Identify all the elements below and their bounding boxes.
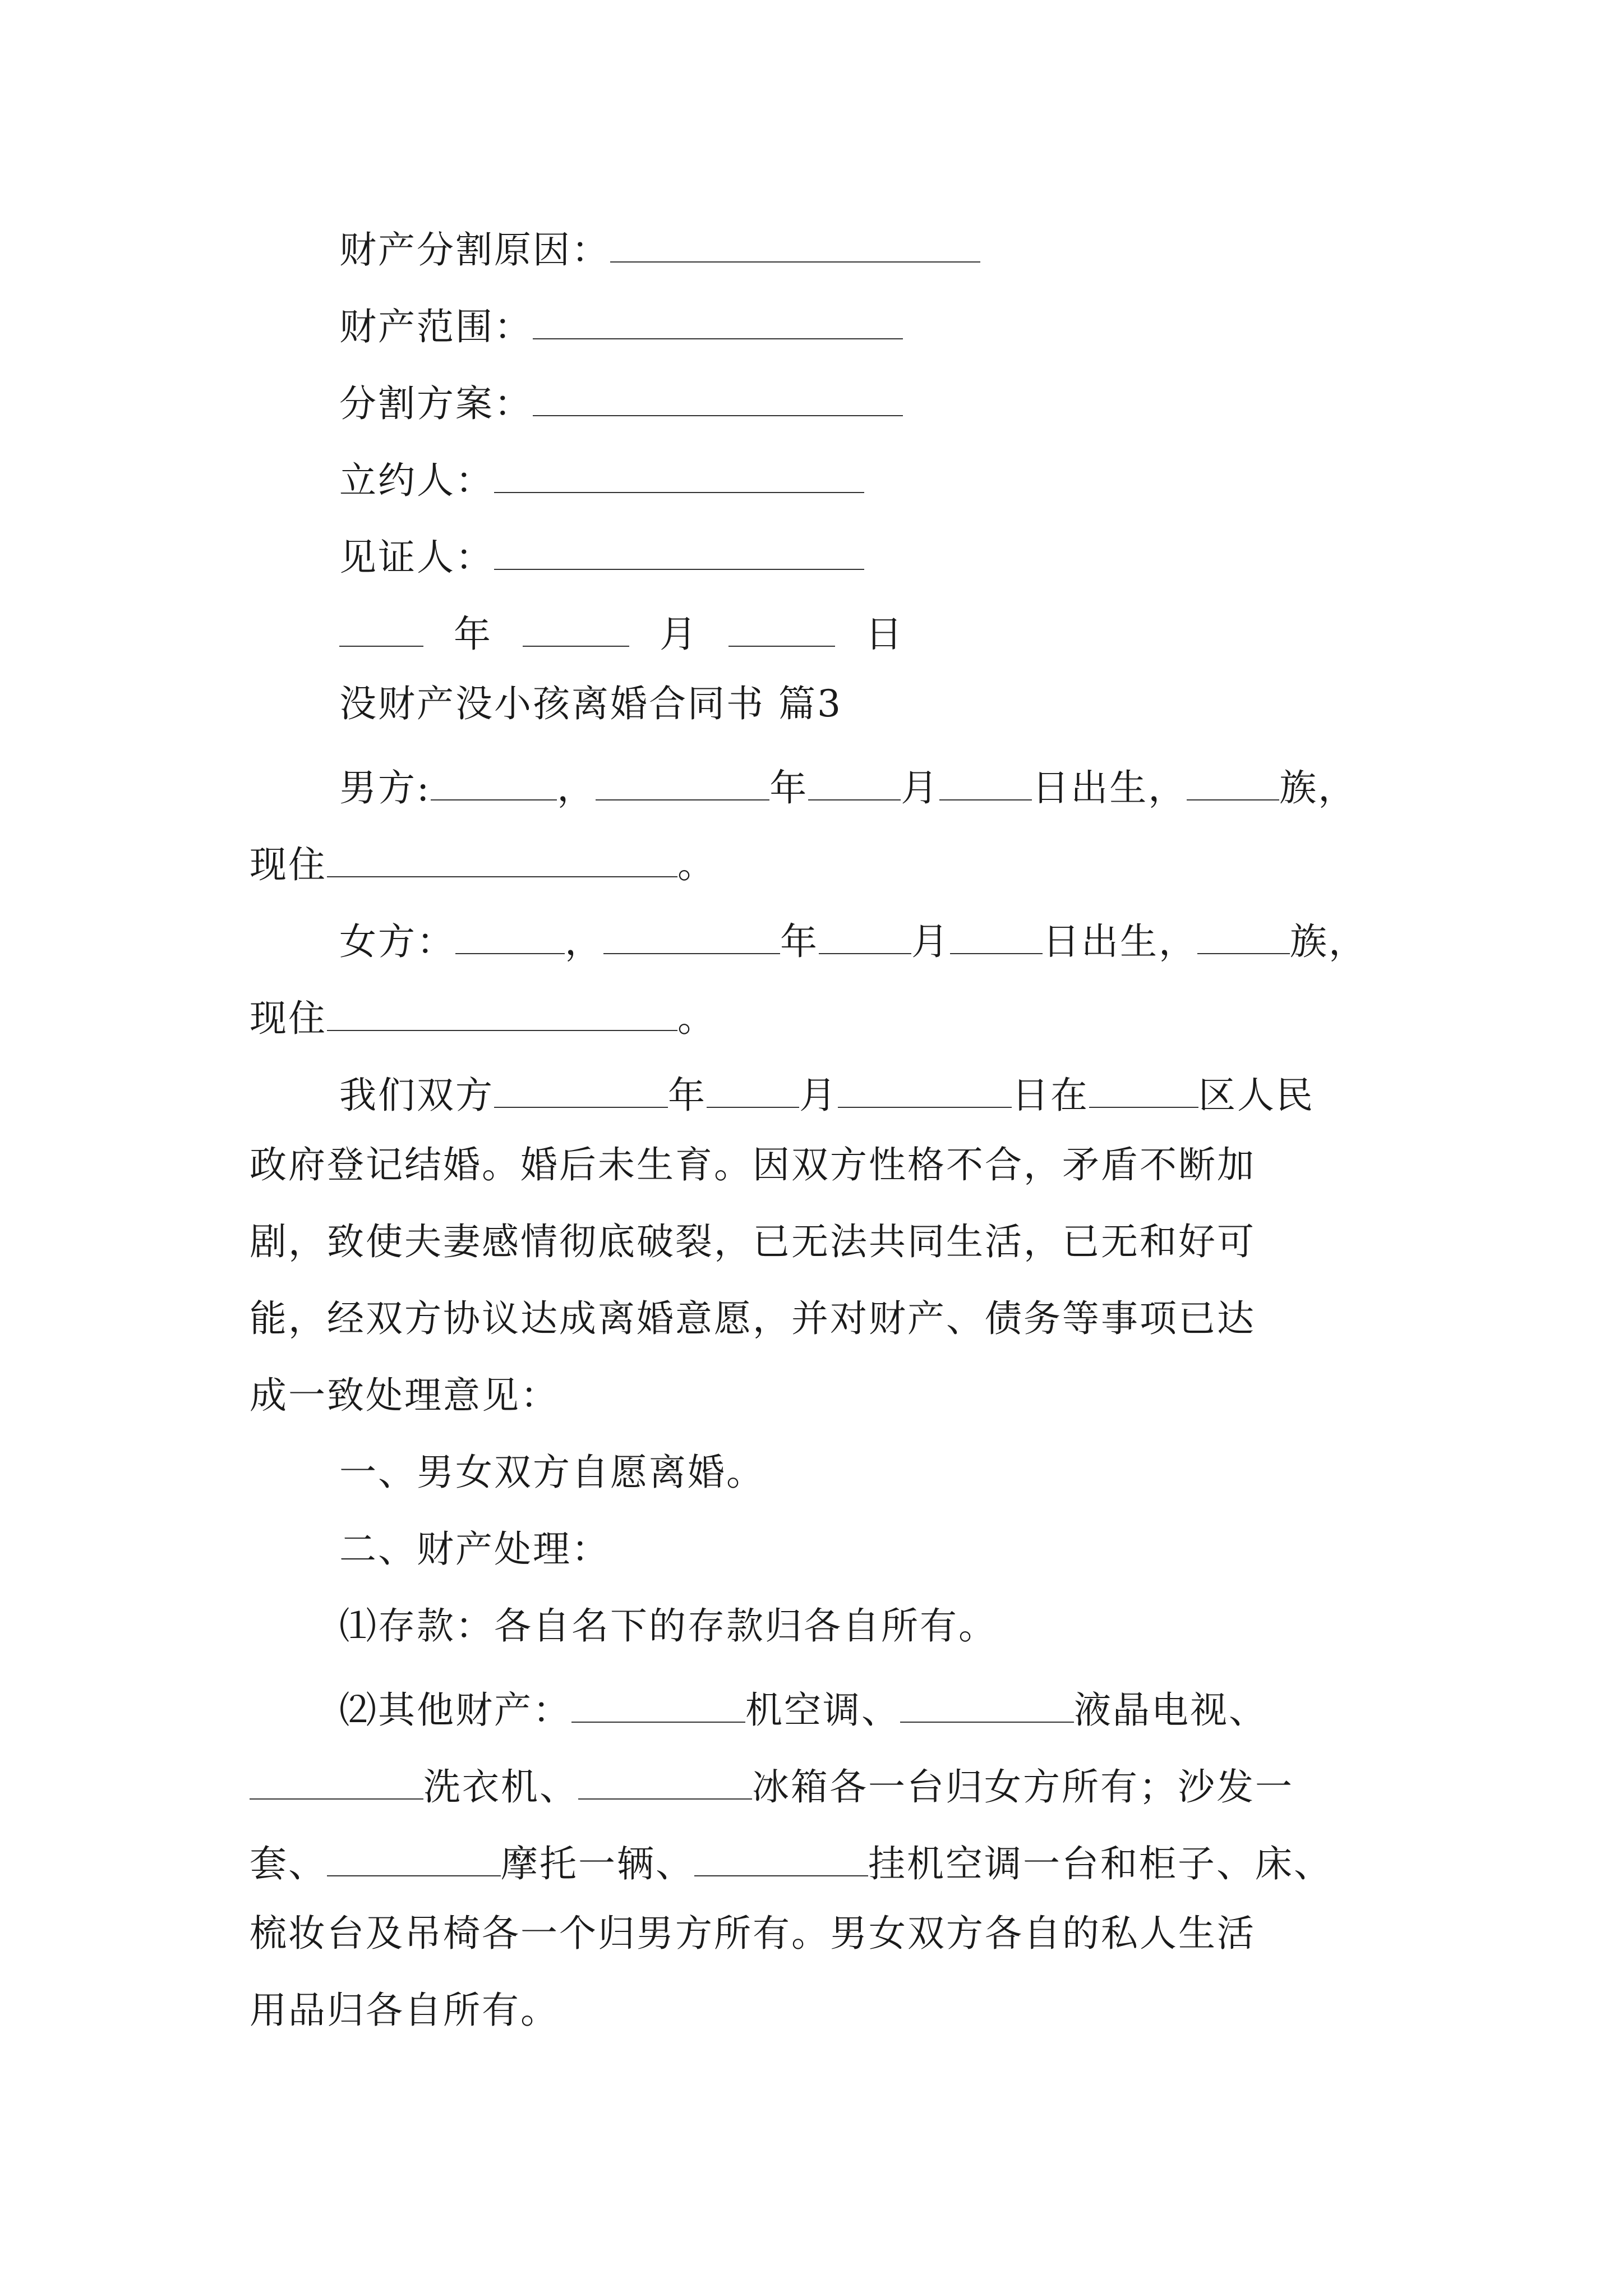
item2-text-b: 机空调、 [745, 1688, 900, 1732]
item-2-line-3 [250, 1838, 1332, 1883]
clause-2: 二、财产处理： [339, 1527, 610, 1571]
item2-blank-4 [578, 1761, 752, 1800]
man-ethnic-blank [1187, 762, 1279, 800]
day-label: 日 [865, 613, 904, 656]
man-day-blank [939, 762, 1032, 800]
item-2-line-5: 用品归各自所有。 [250, 1989, 559, 2032]
item-2-line-4: 梳妆台及吊椅各一个归男方所有。男女双方各自的私人生活 [250, 1912, 1256, 1955]
woman-ethnic-blank [1197, 916, 1290, 954]
item2-text-e: 冰箱各一台归女方所有；沙发一 [752, 1765, 1294, 1809]
day-blank [728, 609, 835, 647]
item2-text-a: ⑵其他财产： [339, 1688, 571, 1732]
item2-blank-5 [327, 1838, 501, 1876]
marriage-text-b: 年 [668, 1074, 707, 1117]
woman-comma: ， [565, 920, 603, 963]
item2-text-h: 挂机空调一台和柜子、床、 [868, 1842, 1332, 1885]
woman-address-blank [327, 993, 677, 1031]
marriage-district-blank [1089, 1070, 1198, 1108]
woman-year-blank [603, 916, 780, 954]
reason-line [339, 224, 980, 272]
item2-text-g: 摩托一辆、 [501, 1842, 694, 1885]
range-line [339, 301, 903, 346]
woman-label: 女方： [339, 920, 455, 963]
woman-month: 月 [911, 920, 950, 963]
marriage-text-c: 月 [799, 1074, 838, 1117]
man-line-2 [250, 839, 716, 884]
reason-blank [610, 224, 980, 263]
witness-line [339, 532, 864, 579]
date-line [339, 609, 921, 656]
item2-text-f: 套、 [250, 1842, 327, 1885]
man-comma: ， [557, 766, 596, 809]
item2-blank-3 [250, 1761, 423, 1800]
item-2-line-2 [250, 1761, 1294, 1809]
marriage-line-3: 剧，致使夫妻感情彻底破裂，已无法共同生活，已无和好可 [250, 1220, 1256, 1263]
marriage-text-e: 区人民 [1198, 1074, 1315, 1117]
plan-line [339, 378, 903, 425]
man-line-1 [339, 762, 1357, 807]
woman-month-blank [819, 916, 911, 954]
year-blank [339, 609, 423, 647]
man-address-blank [327, 839, 677, 877]
witness-blank [494, 532, 864, 570]
plan-label: 分割方案： [339, 382, 533, 425]
marriage-line-4: 能，经双方协议达成离婚意愿，并对财产、债务等事项已达 [250, 1297, 1256, 1340]
man-year-blank [596, 762, 769, 800]
month-label: 月 [659, 613, 698, 656]
woman-name-blank [455, 916, 565, 954]
woman-year: 年 [780, 920, 819, 963]
man-label: 男方: [339, 766, 431, 809]
item2-text-d: 洗衣机、 [423, 1765, 578, 1809]
month-blank [523, 609, 629, 647]
man-name-blank [431, 762, 557, 800]
woman-line-2 [250, 993, 716, 1040]
marriage-line-1 [339, 1070, 1315, 1117]
clause-1: 一、男女双方自愿离婚。 [339, 1451, 765, 1494]
woman-day-blank [950, 916, 1043, 954]
man-month-blank [808, 762, 901, 800]
man-month: 月 [901, 766, 940, 809]
marriage-month-blank [707, 1070, 799, 1108]
party-label: 立约人： [339, 459, 494, 502]
item2-blank-2 [900, 1685, 1074, 1723]
man-period: 。 [677, 843, 716, 886]
marriage-line-5: 成一致处理意见： [250, 1374, 559, 1417]
range-label: 财产范围： [339, 305, 533, 348]
section-title: 没财产没小孩离婚合同书 篇3 [339, 682, 842, 725]
woman-address-label: 现住 [250, 997, 327, 1040]
marriage-text-a: 我们双方 [339, 1074, 494, 1117]
item2-blank-6 [694, 1838, 868, 1876]
witness-label: 见证人： [339, 536, 494, 579]
woman-line-1 [339, 916, 1367, 963]
marriage-line-2: 政府登记结婚。婚后未生育。因双方性格不合，矛盾不断加 [250, 1143, 1256, 1186]
item2-text-c: 液晶电视、 [1074, 1688, 1267, 1732]
marriage-day-blank [838, 1070, 1012, 1108]
party-blank [494, 455, 864, 493]
plan-blank [533, 378, 903, 416]
range-blank [533, 301, 903, 339]
woman-period: 。 [677, 997, 716, 1040]
man-ethnic: 族， [1279, 766, 1357, 809]
party-line [339, 455, 864, 502]
item2-blank-1 [571, 1685, 745, 1723]
marriage-text-d: 日在 [1012, 1074, 1089, 1117]
item-1: ⑴存款：各自名下的存款归各自所有。 [339, 1604, 997, 1648]
man-year: 年 [769, 766, 809, 809]
marriage-year-blank [494, 1070, 668, 1108]
woman-ethnic: 族， [1290, 920, 1367, 963]
woman-born: 日出生， [1043, 920, 1197, 963]
man-address-label: 现住 [250, 843, 327, 886]
reason-label: 财产分割原因： [339, 228, 610, 272]
year-label: 年 [453, 613, 492, 656]
man-born: 日出生， [1032, 766, 1187, 809]
item-2-line-1 [339, 1685, 1267, 1732]
